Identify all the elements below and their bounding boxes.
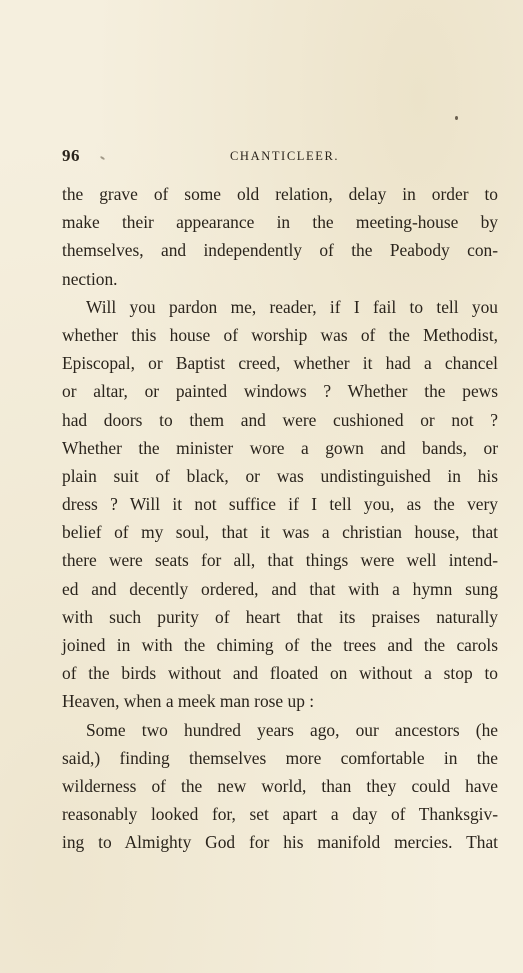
text-line: joined in with the chiming of the trees and the carols <box>62 635 498 655</box>
text-line: wilderness of the new world, than they could have <box>62 775 498 796</box>
text-line: with such purity of heart that its praises naturally <box>62 606 498 627</box>
text-line: Whether the minister wore a gown and bands, or <box>62 437 498 458</box>
text-line: ed and decently ordered, and that with a hymn sung <box>62 578 498 599</box>
page-header <box>62 146 494 168</box>
body-text <box>62 180 498 857</box>
text-line: the grave of some old relation, delay in order to <box>62 184 498 204</box>
text-line: of the birds without and floated on without a stop to <box>62 663 498 684</box>
ink-speck <box>455 116 458 120</box>
paragraph-start: Some two hundred years ago, our ancestors (he <box>86 719 498 740</box>
text-line: said,) finding themselves more comfortable in the <box>62 747 498 768</box>
text-line: Episcopal, or Baptist creed, whether it had a chancel <box>62 353 498 374</box>
text-line: or altar, or painted windows ? Whether the pews <box>62 381 498 402</box>
text-line: had doors to them and were cushioned or not ? <box>62 409 498 430</box>
text-line: whether this house of worship was of the Methodist, <box>62 324 498 345</box>
page-number: 96 <box>62 146 80 165</box>
text-line: dress ? Will it not suffice if I tell you, as the very <box>62 494 498 515</box>
text-line: reasonably looked for, set apart a day of Thanksgiv- <box>62 804 498 825</box>
text-line: ing to Almighty God for his manifold mercies. That <box>62 832 498 853</box>
text-line: Heaven, when a meek man rose up : <box>62 691 315 712</box>
text-line: themselves, and independently of the Peabody con- <box>62 240 498 261</box>
text-line: nection. <box>62 268 118 289</box>
running-title: CHANTICLEER. <box>230 149 340 163</box>
text-line: there were seats for all, that things were well intend- <box>62 550 498 571</box>
paragraph-start: Will you pardon me, reader, if I fail to tell you <box>86 296 498 317</box>
text-line: plain suit of black, or was undistinguished in his <box>62 465 498 486</box>
text-line: make their appearance in the meeting-house by <box>62 212 498 233</box>
text-line: belief of my soul, that it was a christian house, that <box>62 522 498 543</box>
